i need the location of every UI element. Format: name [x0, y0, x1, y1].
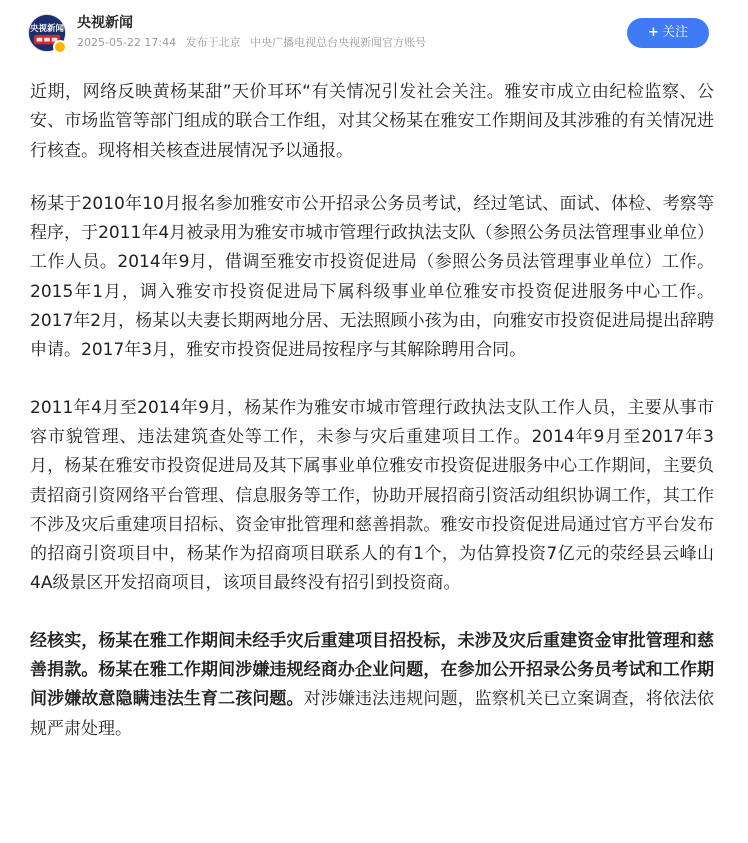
plus-icon: + — [648, 25, 659, 40]
article-paragraph-1: 近期，网络反映黄杨某甜”天价耳环“有关情况引发社会关注。雅安市成立由纪检监察、公安、市场监管等部门组成的联合工作组，对其父杨某在雅安工作期间及其涉雅的有关情况进行核查。现将相关核查进展情况予以通报。 — [30, 82, 714, 161]
post-location: 发布于北京 — [185, 36, 241, 49]
avatar-logo-text-top: 央视新闻 — [29, 24, 65, 35]
post-meta — [77, 35, 432, 51]
article-conclusion-normal: 对涉嫌违法违规问题，监察机关已立案调查，将依法依规严肃处理。 — [30, 689, 714, 739]
post-date: 2025-05-22 17:44 — [77, 36, 177, 49]
account-name[interactable]: 央视新闻 — [77, 15, 133, 31]
article-body — [30, 78, 714, 766]
account-description: 中央广播电视总台央视新闻官方账号 — [250, 36, 427, 49]
article-paragraph-4 — [30, 627, 714, 744]
verified-badge-icon — [53, 40, 67, 54]
follow-button-label: 关注 — [661, 25, 688, 40]
article-conclusion-bold: 经核实，杨某在雅工作期间未经手灾后重建项目招投标，未涉及灾后重建资金审批管理和慈善捐款。杨某在雅工作期间涉嫌违规经商办企业问题，在参加公开招录公务员考试和工作期间涉嫌故意隐瞒违法生育二孩问题。 — [30, 630, 714, 710]
follow-button[interactable] — [627, 18, 709, 48]
article-paragraph-3: 2011年4月至2014年9月，杨某作为雅安市城市管理行政执法支队工作人员，主要从事市容市貌管理、违法建筑查处等工作，未参与灾后重建项目工作。2014年9月至2017年3月，杨某在雅安市投资促进局及其下属事业单位雅安市投资促进服务中心工作期间，主要负责招商引资网络平台管理、信息服务等工作，协助开展招商引资活动组织协调工作，其工作不涉及灾后重建项目招标、资金审批管理和慈善捐款。雅安市投资促进局通过官方平台发布的招商引资项目中，杨某作为招商项目联系人的有1个，为估算投资7亿元的荥经县云峰山4A级景区开发招商项目，该项目最终没有招引到投资商。 — [30, 397, 714, 594]
post-header — [0, 0, 748, 66]
article-paragraph-2: 杨某于2010年10月报名参加雅安市公开招录公务员考试，经过笔试、面试、体检、考察等程序，于2011年4月被录用为雅安市城市管理行政执法支队（参照公务员法管理事业单位）工作人员。2014年9月，借调至雅安市投资促进局（参照公务员法管理事业单位）工作。2015年1月，调入雅安市投资促进局下属科级事业单位雅安市投资促进服务中心工作。2017年2月，杨某以夫妻长期两地分居、无法照顾小孩为由，向雅安市投资促进局提出辞聘申请。2017年3月，雅安市投资促进局按程序与其解除聘用合同。 — [30, 193, 714, 361]
